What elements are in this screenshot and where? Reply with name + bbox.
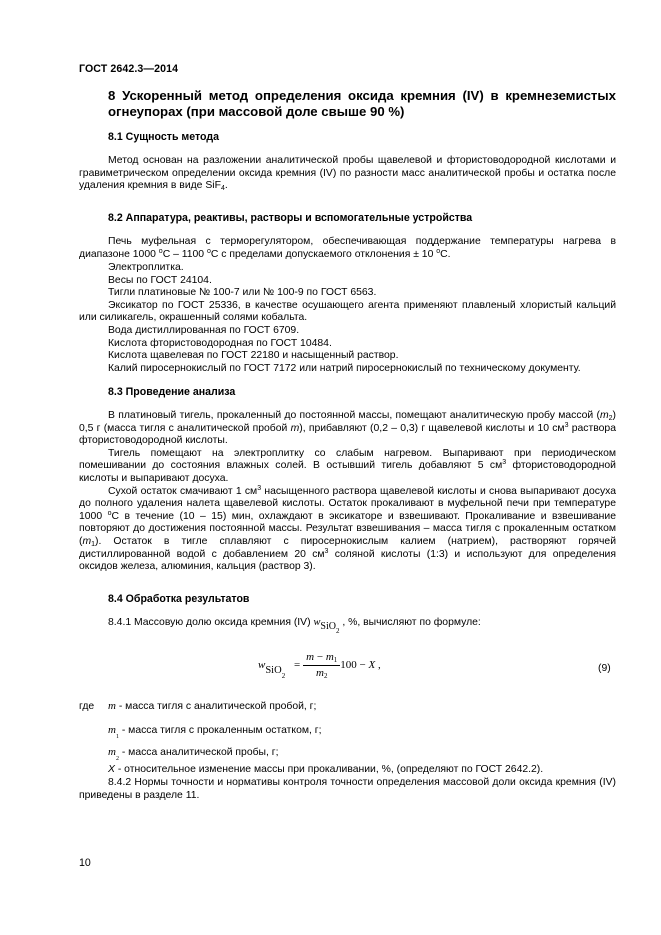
definition-m: m - масса тигля с аналитической пробой, г;: [108, 700, 317, 712]
equipment-item: Тигли платиновые № 100-7 или № 100-9 по ГОСТ 6563.: [108, 287, 377, 299]
paragraph-8-4-2: 8.4.2 Нормы точности и нормативы контроля точности определения массовой доли оксида кремния (IV) приведены в разделе 11.: [79, 777, 616, 801]
paragraph-8-2-furnace: Печь муфельная с терморегулятором, обеспечивающая поддержание температуры нагрева в диапазоне 1000 $^o$С – 1100 $^o$С с пределами допускаемого отклонения ± 10 $^o$С.: [79, 236, 616, 260]
heading-8-4: 8.4 Обработка результатов: [108, 593, 250, 605]
equation-number: (9): [598, 663, 611, 674]
equipment-item: Вода дистиллированная по ГОСТ 6709.: [108, 324, 300, 336]
where-label: где: [79, 701, 95, 712]
equipment-item: Калий пиросернокислый по ГОСТ 7172 или натрий пиросернокислый по техническому документу.: [108, 362, 581, 374]
heading-8-3: 8.3 Проведение анализа: [108, 386, 236, 398]
section-title: 8 Ускоренный метод определения оксида кремния (IV) в кремнеземистых огнеупорах (при массовой доле свыше 90 %): [108, 88, 616, 119]
definition-x: X - относительное изменение массы при прокаливании, %, (определяют по ГОСТ 2642.2).: [108, 764, 544, 775]
heading-8-1: 8.1 Сущность метода: [108, 131, 220, 143]
paragraph-8-4-1: 8.4.1 Массовую долю оксида кремния (IV) wSiO$_2$ , %, вычисляют по формуле:: [108, 617, 481, 635]
definition-m2: $m_2$ - масса аналитической пробы, г;: [108, 746, 279, 762]
heading-8-2: 8.2 Аппаратура, реактивы, растворы и вспомогательные устройства: [108, 212, 473, 224]
equipment-item: Кислота щавелевая по ГОСТ 22180 и насыщенный раствор.: [108, 350, 399, 362]
fraction: $\frac{m - m_1}{m_2}$: [303, 651, 340, 680]
equipment-item: Кислота фтористоводородная по ГОСТ 10484.: [108, 337, 332, 349]
equipment-item: Весы по ГОСТ 24104.: [108, 274, 212, 286]
paragraph-8-3: В платиновый тигель, прокаленный до постоянной массы, помещают аналитическую пробу массой $(m_2)$ 0,5 г (масса тигля с аналитической пробой m), прибавляют (0,2 – 0,3) г щавелевой кислоты и 10 $см^3$ раствора фтористоводородной кислоты. Тигель помещают на электроплитку со слабым нагревом. Выпаривают при периодическом помешивании до состояния влажных солей. В остывший тигель добавляют 5 $см^3$ фтористоводородной кислоты и выпаривают досуха. Сухой остаток смачивают 1 $см^3$ насыщенного раствора щавелевой кислоты и снова выпаривают досуха до полного удаления налета щавелевой кислоты. Остаток прокаливают в муфельной печи при температуре 1000 $^o$С в течение (10 – 15) мин, охлаждают в эксикаторе и взвешивают. Прокаливание и взвешивание повторяют до достижения постоянной массы. Результат взвешивания – масса тигля с прокаленным остатком $(m_1)$. Остаток в тигле сплавляют с пиросернокислым калием (натрием), растворяют горячей дистиллированной водой с добавлением 20 $см^3$ соляной кислоты (1:3) и используют для определения оксидов железа, алюминия, кальция (раствор 3).: [79, 410, 616, 573]
page-number: 10: [79, 857, 91, 869]
equipment-list: [79, 262, 616, 375]
equipment-item: Эксикатор по ГОСТ 25336, в качестве осушающего агента применяют плавленый хлористый кальций или силикагель, окрашенный солями кобальта.: [79, 299, 616, 324]
equipment-item: Электроплитка.: [108, 262, 184, 273]
paragraph-8-1: Метод основан на разложении аналитической пробы щавелевой и фтористоводородной кислотами и гравиметрическом определении оксида кремния (IV) по разности масс аналитической пробы и остатка после удаления кремния в виде SiF$_4$.: [79, 155, 616, 193]
document-header: ГОСТ 2642.3—2014: [79, 63, 179, 75]
definition-m1: $m_1$ - масса тигля с прокаленным остатком, г;: [108, 724, 322, 740]
formula-9: wSiO$_2$ = $\frac{m - m_1}{m_2}$ 100 − X ,: [258, 651, 381, 681]
